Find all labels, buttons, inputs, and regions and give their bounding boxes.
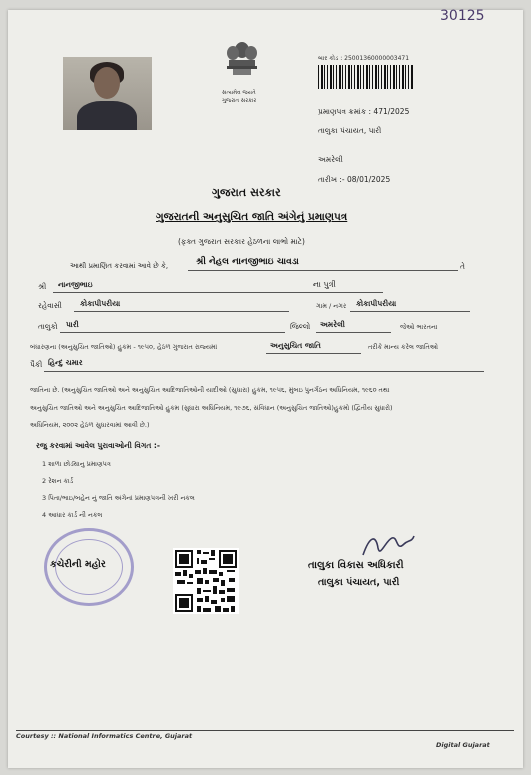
- row4-end: જેઓ ભારતના: [400, 323, 438, 331]
- certificate-date: તારીખ :- 08/01/2025: [318, 175, 391, 184]
- qr-code-icon: [173, 548, 239, 614]
- signature-scribble-icon: [358, 530, 418, 560]
- certificate-title: ગુજરાતની અનુસુચિત જાતિ અંગેનું પ્રમાણપત્ર: [156, 211, 348, 223]
- para-line-1: જાતિના છે. (અનુસુચિત જાતિઓ અને અનુસુચિત આદિજાતિઓની યાદીઓ (સુધારા) હુકમ, ૧૯૫૬, મુંબઇ પુનર્ગઠન અધિનિયમ, ૧૯૬૦ તથા: [30, 386, 390, 394]
- row3-underline: [74, 311, 289, 312]
- document-item-3: 3 પિતા/ભાઇ/બહેન નું જાતિ અંગેનાં પ્રમાણપત્રની ખરી નકલ: [42, 494, 195, 502]
- photo-body: [77, 101, 137, 130]
- row1-end: તે: [460, 262, 465, 271]
- father-name: નાનજીભાઇ: [58, 280, 93, 289]
- office-stamp-label: કચેરીની મહોર: [50, 559, 106, 570]
- applicant-name: શ્રી નેહલ નાનજીભાઇ ચાવડા: [196, 257, 299, 267]
- row6-underline: [44, 371, 484, 372]
- state-emblem-icon: [222, 40, 262, 88]
- row6-label: પૈકી: [30, 360, 43, 369]
- row4-underline: [60, 332, 285, 333]
- emblem-caption-2: ગુજરાત સરકાર: [222, 98, 257, 104]
- barcode: [318, 65, 414, 89]
- row5-end: તરીકે માન્ય કરેલ જાતિઓ: [368, 343, 439, 351]
- footer-courtesy: Courtesy :: National Informatics Centre, Gujarat: [16, 732, 193, 740]
- row1-underline: [188, 270, 458, 271]
- row3-label: રહેવાસી: [38, 301, 62, 310]
- document-item-2: 2 રેશન કાર્ડ: [42, 477, 74, 485]
- barcode-label: બાર કોડ : 25001360000003471: [318, 55, 410, 62]
- taluka-value: પારી: [66, 320, 79, 329]
- caste-name: હિન્દુ ચમાર: [48, 358, 83, 367]
- certificate-sheet: [8, 10, 523, 768]
- signatory-designation: તાલુકા વિકાસ અધિકારી: [308, 560, 404, 571]
- document-item-1: 1 શાળા છોડ્યાનુ પ્રમાણપત્ર: [42, 460, 111, 468]
- footer-rule: [16, 730, 514, 731]
- row3-mid: ગામ / નગર: [316, 302, 347, 310]
- residence-value: કોકાપીપરીયા: [80, 299, 121, 308]
- issuing-office: તાલુકા પંચાયત, પારી: [318, 126, 382, 135]
- row5-underline: [266, 353, 361, 354]
- government-title: ગુજરાત સરકાર: [212, 186, 281, 199]
- caste-category: અનુસુચિત જાતિ: [270, 341, 321, 350]
- date-heading: અમરેલી: [318, 155, 343, 164]
- footer-brand: Digital Gujarat: [436, 741, 490, 749]
- para-line-3: અધિનિયમ, ૨૦૦૨ હેઠળ સુધારવામાં આવી છે.): [30, 421, 150, 429]
- row3b-underline: [350, 311, 470, 312]
- row4-mid: જિલ્લો: [290, 322, 311, 331]
- applicant-photo: [63, 57, 152, 130]
- certificate-number: પ્રમાણપત્ર ક્રમાંક : 471/2025: [318, 107, 410, 116]
- row2-end: ના પુત્રી: [313, 280, 336, 289]
- certificate-subtitle: (ફક્ત ગુજરાત સરકાર હેઠળના લાભો માટે): [178, 237, 305, 246]
- village-value: કોકાપીપરીયા: [356, 299, 397, 308]
- row5-label: બંધારણના (અનુસુચિત જાતિઓ) હુકમ - ૧૯૫૦, હેઠળ ગુજરાત રાજ્યમાં: [30, 343, 218, 351]
- row2-underline: [53, 292, 383, 293]
- district-value: અમરેલી: [320, 320, 345, 329]
- documents-heading: રજુ કરવામાં આવેલ પુરાવાઓની વિગત :-: [36, 441, 161, 450]
- row4b-underline: [316, 332, 391, 333]
- emblem-caption-1: સત્યમેવ જયતે: [222, 90, 256, 96]
- row1-label: આથી પ્રમાણિત કરવામાં આવે છે કે,: [70, 262, 169, 270]
- signatory-office: તાલુકા પંચાયત, પારી: [318, 577, 400, 588]
- para-line-2: અનુસુચિત જાતિઓ અને અનુસુચિત આદિજાતિઓ હુકમ (સુધારા અધિનિયમ, ૧૯૭૬, સંવિધાન (અનુસુચિત જાતિઓ)હુકમો (દ્વિતીય સુધારો): [30, 404, 393, 412]
- row4-label: તાલુકો: [38, 322, 58, 331]
- handwritten-number: 30125: [440, 8, 485, 24]
- row2-prefix: શ્રી: [38, 282, 47, 291]
- document-item-4: 4 આધાર કાર્ડ ની નકલ: [42, 511, 103, 519]
- photo-face: [94, 67, 120, 99]
